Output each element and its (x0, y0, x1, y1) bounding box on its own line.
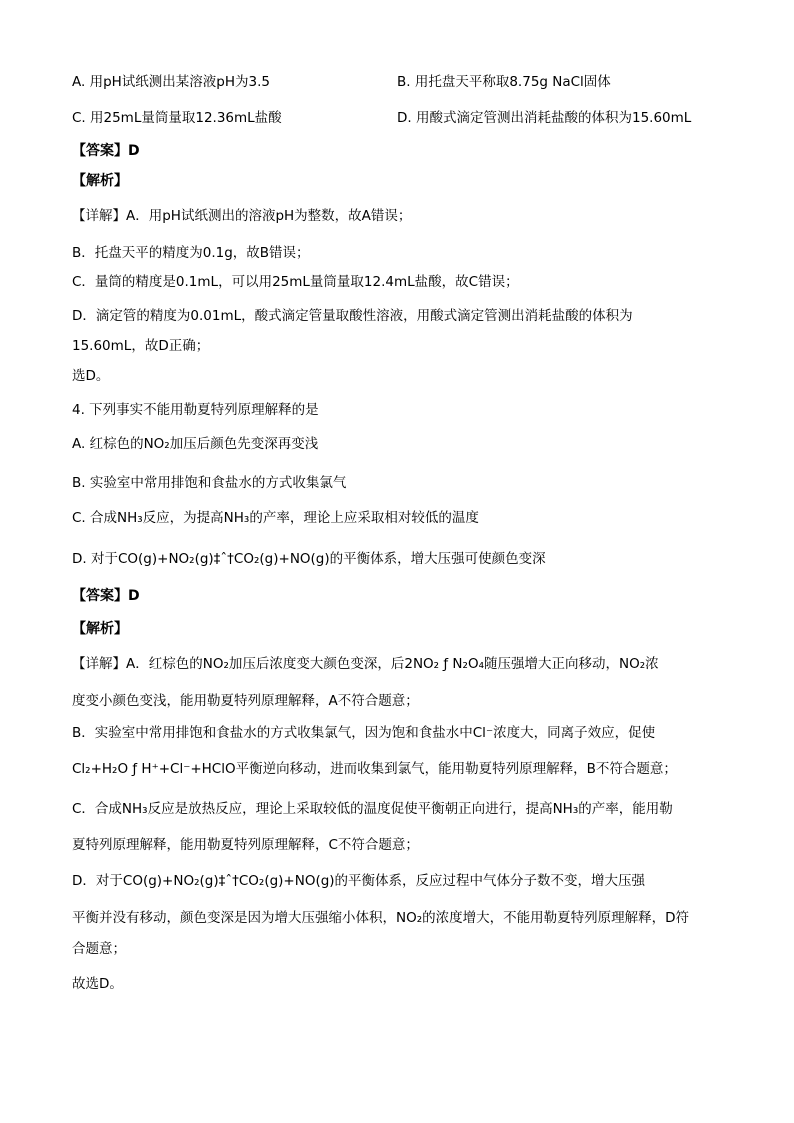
q3-detail-line: D．滴定管的精度为0.01mL，酸式滴定管量取酸性溶液，用酸式滴定管测出消耗盐酸的体积为 (72, 308, 633, 324)
q4-detail-line: 夏特列原理解释，能用勒夏特列原理解释，C不符合题意； (72, 837, 419, 853)
q4-detail-line: D．对于CO(g)+NO₂(g)‡ˆ†CO₂(g)+NO(g)的平衡体系，反应过程中气体分子数不变，增大压强 (72, 873, 646, 889)
q4-detail-line: Cl₂+H₂O ƒ H⁺+Cl⁻+HClO平衡逆向移动，进而收集到氯气，能用勒夏特列原理解释，B不符合题意； (72, 761, 677, 777)
q3-option-b: B. 用托盘天平称取8.75g NaCl固体 (397, 74, 611, 90)
q3-detail-line: C．量筒的精度是0.1mL，可以用25mL量筒量取12.4mL盐酸，故C错误； (72, 274, 519, 290)
q4-option-d: D. 对于CO(g)+NO₂(g)‡ˆ†CO₂(g)+NO(g)的平衡体系，增大压强可使颜色变深 (72, 551, 546, 567)
q4-stem: 4. 下列事实不能用勒夏特列原理解释的是 (72, 402, 319, 418)
q4-detail-line: 度变小颜色变浅，能用勒夏特列原理解释，A不符合题意； (72, 693, 419, 709)
q4-option-a: A. 红棕色的NO₂加压后颜色先变深再变浅 (72, 436, 319, 452)
q3-detail-line: B．托盘天平的精度为0.1g，故B错误； (72, 245, 310, 261)
q3-answer: 【答案】D (72, 143, 140, 159)
q4-detail-line: 合题意； (72, 941, 126, 957)
q3-detail-line: 15.60mL，故D正确； (72, 338, 210, 354)
q3-analysis-label: 【解析】 (72, 173, 128, 189)
q3-option-d: D. 用酸式滴定管测出消耗盐酸的体积为15.60mL (397, 110, 692, 126)
q4-detail-line: 平衡并没有移动，颜色变深是因为增大压强缩小体积，NO₂的浓度增大，不能用勒夏特列原理解释，D符 (72, 910, 690, 926)
q3-detail-line: 【详解】A．用pH试纸测出的溶液pH为整数，故A错误； (72, 208, 412, 224)
q3-option-a: A. 用pH试纸测出某溶液pH为3.5 (72, 74, 270, 90)
q3-option-c: C. 用25mL量筒量取12.36mL盐酸 (72, 110, 282, 126)
q4-detail-line: B．实验室中常用排饱和食盐水的方式收集氯气，因为饱和食盐水中Cl⁻浓度大，同离子效应，促使 (72, 725, 656, 741)
q4-option-b: B. 实验室中常用排饱和食盐水的方式收集氯气 (72, 475, 347, 491)
q4-detail-line: 故选D。 (72, 976, 123, 992)
q4-option-c: C. 合成NH₃反应，为提高NH₃的产率，理论上应采取相对较低的温度 (72, 510, 479, 526)
q4-detail-line: 【详解】A．红棕色的NO₂加压后浓度变大颜色变深，后2NO₂ ƒ N₂O₄随压强增大正向移动，NO₂浓 (72, 656, 659, 672)
q4-detail-line: C．合成NH₃反应是放热反应，理论上采取较低的温度促使平衡朝正向进行，提高NH₃的产率，能用勒 (72, 801, 673, 817)
q4-analysis-label: 【解析】 (72, 621, 128, 637)
q4-answer: 【答案】D (72, 588, 140, 604)
q3-detail-line: 选D。 (72, 368, 110, 384)
